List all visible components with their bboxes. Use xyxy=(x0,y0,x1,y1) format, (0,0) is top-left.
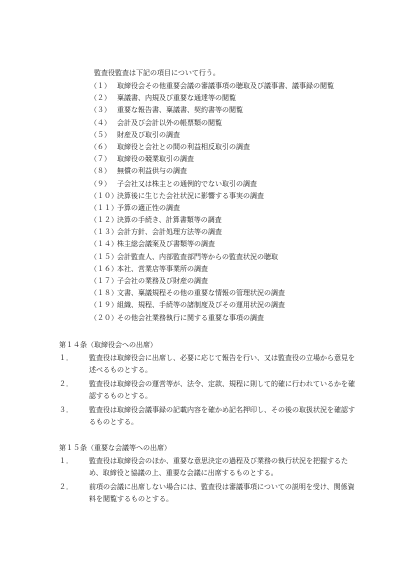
item-number: （１９） xyxy=(90,301,118,310)
article-14-paragraph-3 xyxy=(59,404,359,428)
item-number: （３） xyxy=(90,106,111,115)
item-text: 予算の適正性の調査 xyxy=(117,203,180,212)
paragraph-text: 監査役は取締役会の運営等が、法令、定款、規程に則して的確に行われているかを確認するものとする。 xyxy=(89,380,355,401)
item-number: （１１） xyxy=(90,203,118,212)
list-item xyxy=(90,238,334,250)
intro-text: 監査役監査は下記の項目について行う。 xyxy=(94,69,220,77)
item-text: 財産及び取引の調査 xyxy=(117,130,180,139)
item-number: （２０） xyxy=(90,313,118,322)
item-text: 重要な報告書、稟議書、契約書等の閲覧 xyxy=(117,106,243,115)
item-text: 子会社又は株主との通例的でない取引の調査 xyxy=(117,179,257,188)
article-14-paragraph-1 xyxy=(59,352,359,376)
paragraph-number: １． xyxy=(59,354,73,362)
article-15-paragraph-2 xyxy=(59,481,359,505)
item-number: （１４） xyxy=(90,240,118,249)
list-item xyxy=(90,165,334,177)
list-item xyxy=(90,312,334,324)
list-item xyxy=(90,214,334,226)
item-number: （１８） xyxy=(90,289,118,298)
list-item xyxy=(90,80,334,92)
list-item xyxy=(90,141,334,153)
item-text: 会計監査人、内部監査部門等からの監査状況の聴取 xyxy=(117,252,278,261)
item-text: 本社、営業店等事業所の調査 xyxy=(117,264,208,273)
item-text: 決算の手続き、計算書類等の調査 xyxy=(117,216,222,225)
audit-item-list xyxy=(90,80,334,324)
list-item xyxy=(90,153,334,165)
list-item xyxy=(90,263,334,275)
item-number: （１０） xyxy=(90,191,118,200)
paragraph-text: 監査役は取締役会に出席し、必要に応じて報告を行い、又は監査役の立場から意見を述べるものとする。 xyxy=(89,354,355,375)
paragraph-text: 監査役は取締役会のほか、重要な意思決定の過程及び業務の執行状況を把握するため、取締役と協議の上、重要な会議に出席するものとする。 xyxy=(89,457,348,478)
article-15-title: 第１５条（重要な会議等への出席） xyxy=(59,444,171,452)
item-number: （９） xyxy=(90,179,111,188)
article-15-paragraph-1 xyxy=(59,455,359,479)
item-text: 取締役の競業取引の調査 xyxy=(117,155,194,164)
article-14-title: 第１４条（取締役会への出席） xyxy=(59,341,157,349)
item-text: 会計方針、会計処理方法等の調査 xyxy=(117,228,222,237)
item-number: （５） xyxy=(90,130,111,139)
item-text: 取締役会その他重要会議の審議事項の聴取及び議事書、議事録の閲覧 xyxy=(117,82,334,90)
list-item xyxy=(90,251,334,263)
list-item xyxy=(90,92,334,104)
paragraph-number: ３． xyxy=(59,406,73,414)
list-item xyxy=(90,104,334,116)
paragraph-text: 前項の会議に出席しない場合には、監査役は審議事項についての説明を受け、関係資料を閲覧するものとする。 xyxy=(89,483,355,504)
item-text: 無償の利益供与の調査 xyxy=(117,167,187,176)
item-text: 子会社の業務及び財産の調査 xyxy=(117,277,208,285)
item-number: （２） xyxy=(90,94,111,103)
list-item xyxy=(90,202,334,214)
item-text: 決算後に生じた会社状況に影響する事実の調査 xyxy=(117,191,264,200)
item-number: （１６） xyxy=(90,264,118,273)
item-number: （６） xyxy=(90,142,111,151)
item-text: 稟議書、内規及び重要な通達等の閲覧 xyxy=(117,94,236,103)
list-item xyxy=(90,226,334,238)
item-number: （１） xyxy=(90,82,111,90)
item-number: （７） xyxy=(90,155,111,164)
paragraph-number: ２． xyxy=(59,483,73,491)
item-number: （４） xyxy=(90,118,111,127)
item-text: 株主総会議案及び書類等の調査 xyxy=(117,240,215,249)
paragraph-number: ２． xyxy=(59,380,73,388)
item-text: 組織、規程、手続等の諸制度及びその運用状況の調査 xyxy=(117,301,285,310)
item-text: その他会社業務執行に関する重要な事項の調査 xyxy=(117,313,264,322)
article-14-paragraph-2 xyxy=(59,378,359,402)
list-item xyxy=(90,129,334,141)
item-text: 会計及び会計以外の帳票類の閲覧 xyxy=(117,118,222,127)
paragraph-number: １． xyxy=(59,457,73,465)
paragraph-text: 監査役は取締役会議事録の記載内容を確かめ記名押印し、その後の取扱状況を確認するものとする。 xyxy=(89,406,355,427)
list-item xyxy=(90,275,334,287)
list-item xyxy=(90,299,334,311)
item-text: 文書、稟議規程その他の重要な情報の管理状況の調査 xyxy=(117,289,285,298)
list-item xyxy=(90,117,334,129)
item-text: 取締役と会社との間の利益相反取引の調査 xyxy=(117,142,250,151)
item-number: （１３） xyxy=(90,228,118,237)
item-number: （１５） xyxy=(90,252,118,261)
item-number: （１７） xyxy=(90,277,118,285)
item-number: （８） xyxy=(90,167,111,176)
list-item xyxy=(90,287,334,299)
item-number: （１２） xyxy=(90,216,118,225)
list-item xyxy=(90,178,334,190)
list-item xyxy=(90,190,334,202)
